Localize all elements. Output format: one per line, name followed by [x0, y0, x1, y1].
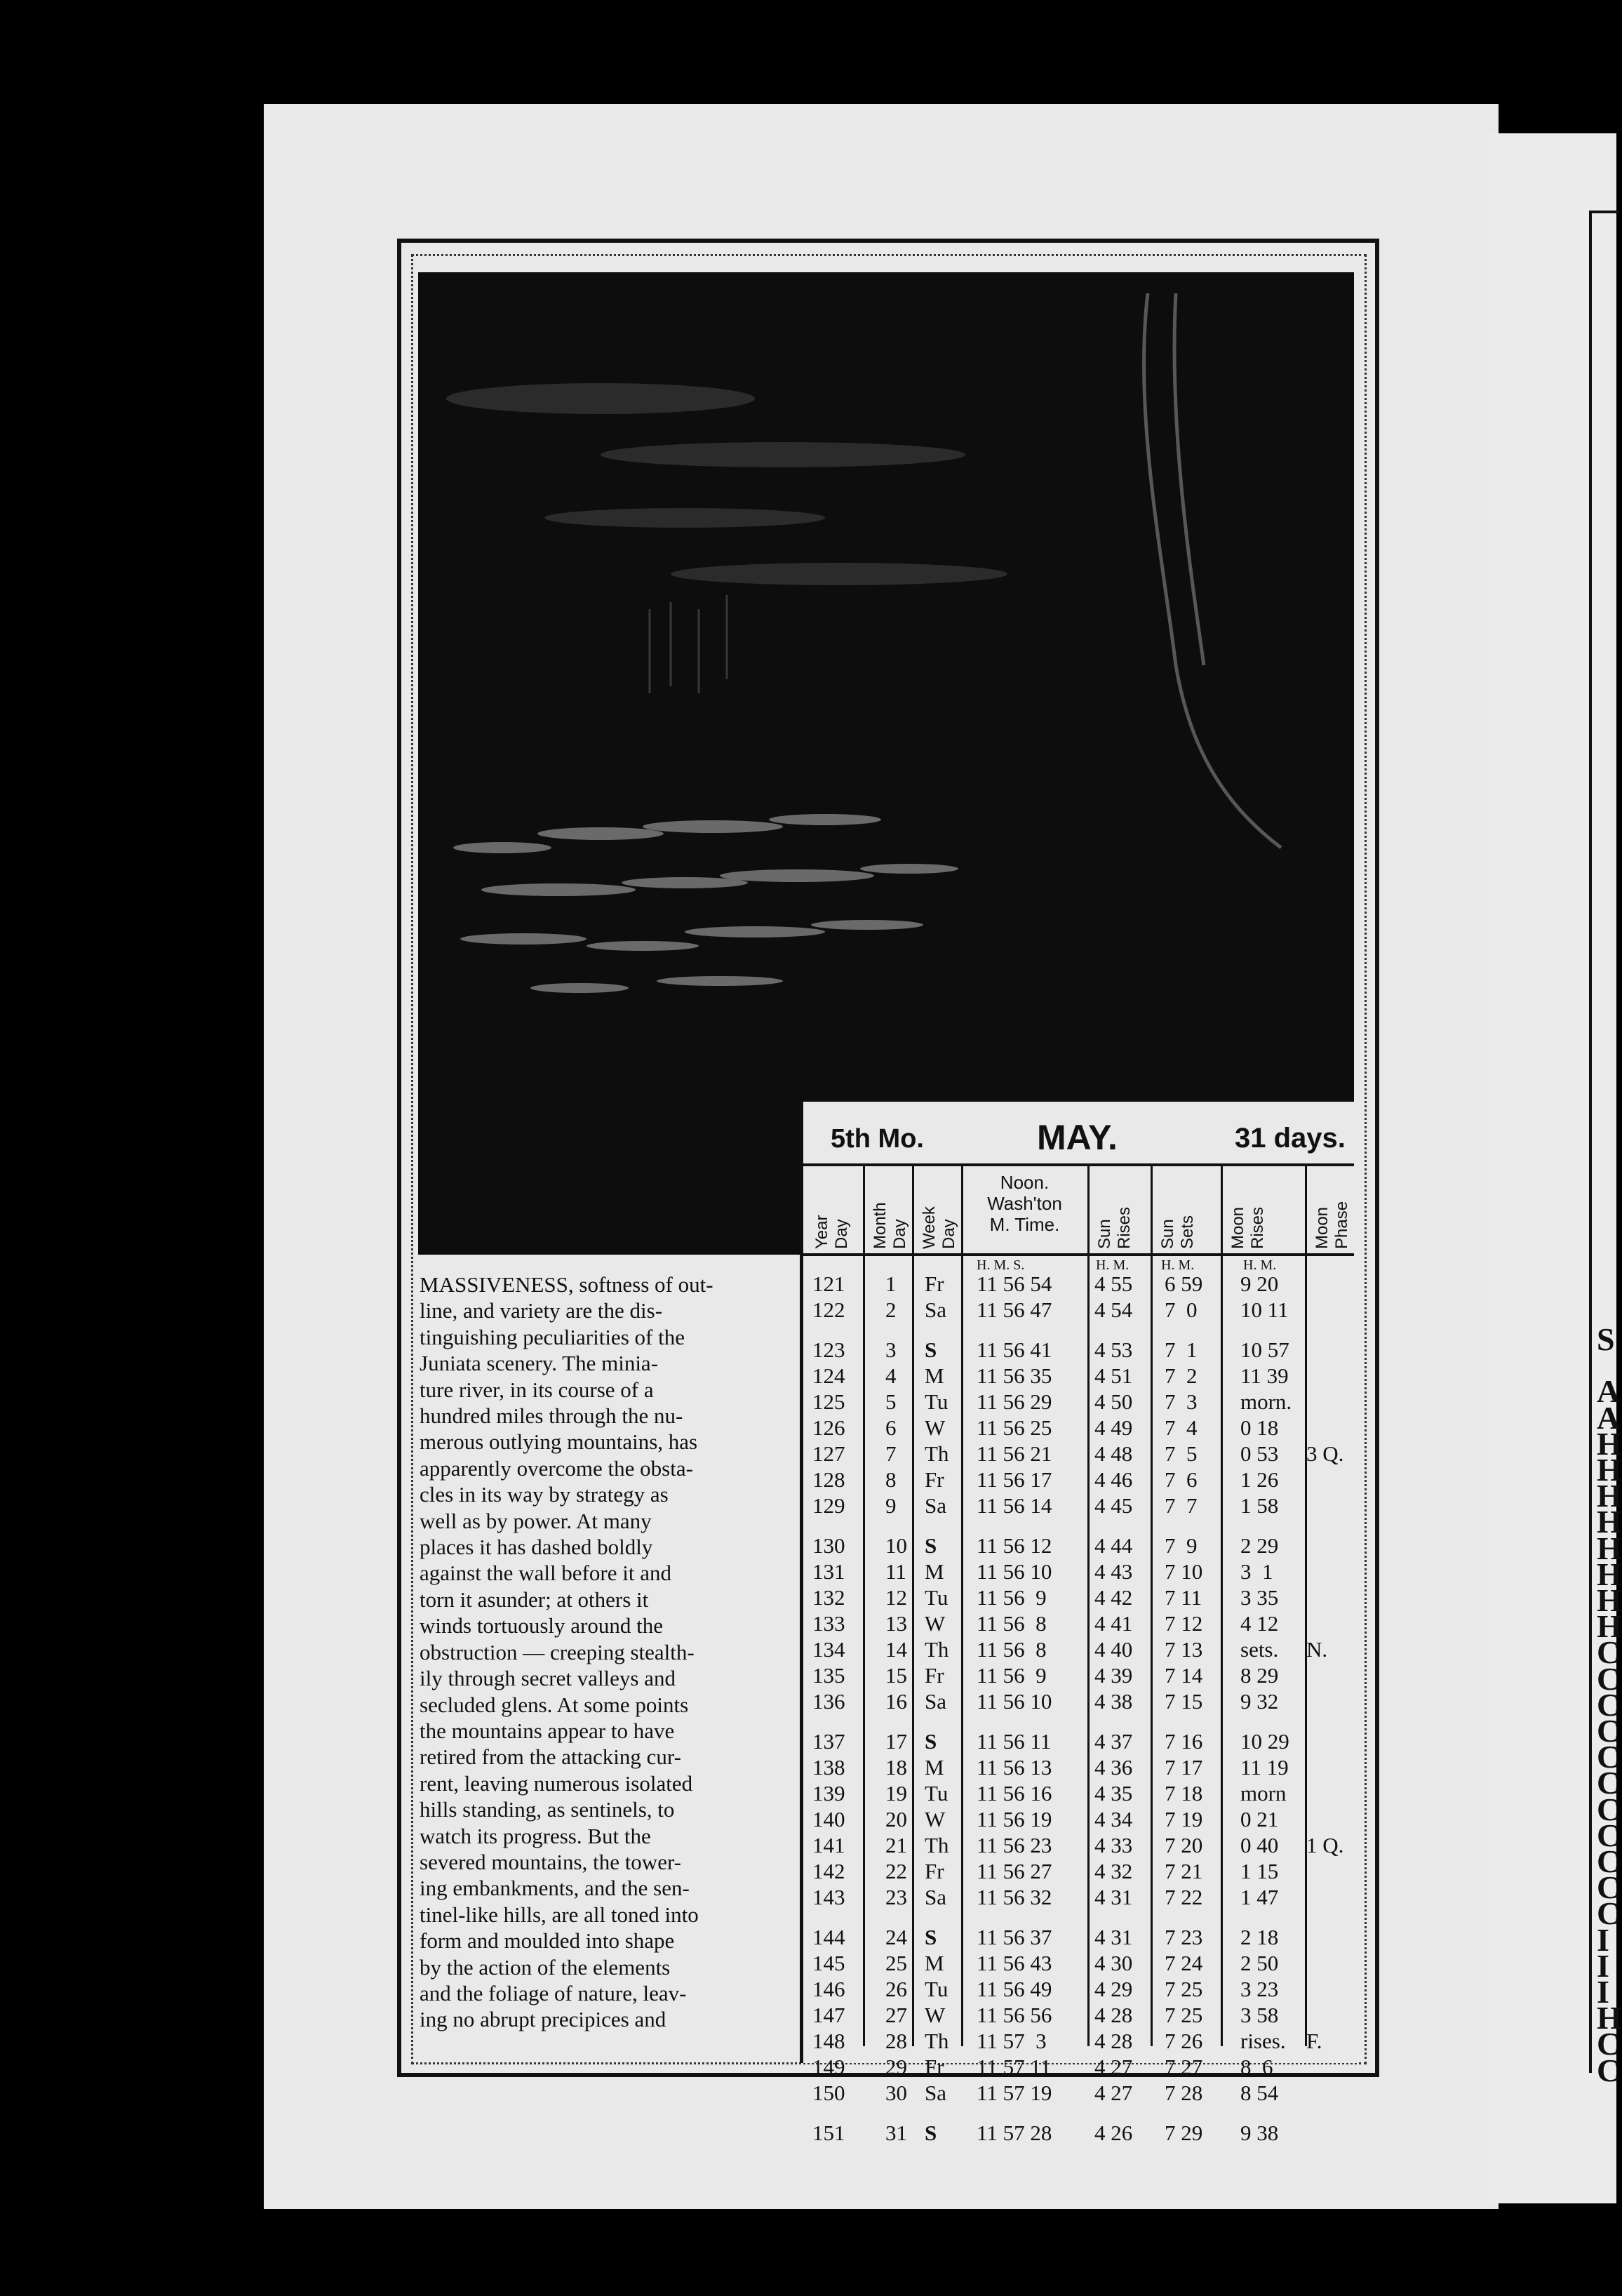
cell-week-day: Fr	[925, 1859, 944, 1883]
cell-year-day: 129	[812, 1493, 845, 1518]
cell-sun-rise: 4 42	[1094, 1585, 1133, 1610]
cell-moon-phase: F.	[1306, 2029, 1322, 2053]
table-row	[0, 1363, 1616, 1389]
cell-sun-rise: 4 41	[1094, 1611, 1133, 1636]
cell-year-day: 122	[812, 1297, 845, 1322]
cell-month-day: 6	[885, 1415, 897, 1440]
cell-month-day: 30	[885, 2081, 907, 2105]
cell-year-day: 148	[812, 2029, 845, 2053]
cell-sun-set: 7 1	[1165, 1337, 1198, 1362]
cell-year-day: 134	[812, 1637, 845, 1662]
cell-month-day: 16	[885, 1689, 907, 1714]
cell-year-day: 133	[812, 1611, 845, 1636]
cell-month-day: 2	[885, 1297, 897, 1322]
cell-sun-rise: 4 34	[1094, 1807, 1133, 1831]
table-row	[0, 1859, 1616, 1885]
table-row	[0, 2029, 1616, 2055]
text-line: ture river, in its course of a	[420, 1377, 654, 1402]
cell-month-day: 29	[885, 2055, 907, 2079]
cell-noon-time: 11 56 9	[977, 1585, 1047, 1610]
cell-year-day: 145	[812, 1951, 845, 1975]
cell-year-day: 140	[812, 1807, 845, 1831]
cell-moon-rise: 0 40	[1240, 1833, 1279, 1857]
cell-sun-set: 7 25	[1165, 1977, 1203, 2001]
cell-sun-set: 7 27	[1165, 2055, 1203, 2079]
cell-moon-rise: rises.	[1240, 2029, 1286, 2053]
cell-sun-set: 7 22	[1165, 1885, 1203, 1909]
cell-week-day: Fr	[925, 1467, 944, 1492]
cell-sun-set: 7 5	[1165, 1441, 1198, 1466]
unit-moon: H. M.	[1243, 1257, 1277, 1273]
cell-moon-phase: N.	[1306, 1637, 1328, 1662]
text-line: rent, leaving numerous isolated	[420, 1770, 693, 1796]
cell-week-day: Fr	[925, 1663, 944, 1688]
col-month-day: Month Day	[863, 1163, 914, 1253]
cell-year-day: 137	[812, 1729, 845, 1754]
cell-month-day: 13	[885, 1611, 907, 1636]
cell-moon-rise: 9 20	[1240, 1272, 1279, 1296]
text-line: merous outlying mountains, has	[420, 1429, 698, 1455]
cell-week-day: Sa	[925, 1297, 946, 1322]
text-line: ily through secret valleys and	[420, 1666, 676, 1691]
cell-sun-set: 7 10	[1165, 1559, 1203, 1584]
cell-week-day: Sa	[925, 1493, 946, 1518]
cell-week-day: M	[925, 1755, 944, 1780]
cell-moon-rise: 1 58	[1240, 1493, 1279, 1518]
cell-month-day: 14	[885, 1637, 907, 1662]
cell-sun-set: 7 3	[1165, 1389, 1198, 1414]
cell-noon-time: 11 57 28	[977, 2121, 1052, 2145]
cell-sun-rise: 4 49	[1094, 1415, 1133, 1440]
cell-week-day: S	[925, 1729, 937, 1754]
table-row	[0, 1389, 1616, 1415]
cell-month-day: 28	[885, 2029, 907, 2053]
cell-moon-rise: 10 29	[1240, 1729, 1289, 1754]
cell-sun-set: 7 28	[1165, 2081, 1203, 2105]
cell-sun-set: 7 16	[1165, 1729, 1203, 1754]
cell-moon-rise: 8 6	[1240, 2055, 1273, 2079]
col-moon-rises: Moon Rises	[1221, 1163, 1307, 1253]
cell-month-day: 5	[885, 1389, 897, 1414]
cell-sun-rise: 4 54	[1094, 1297, 1133, 1322]
cell-noon-time: 11 56 12	[977, 1533, 1052, 1558]
cell-sun-rise: 4 30	[1094, 1951, 1133, 1975]
cell-sun-set: 6 59	[1165, 1272, 1203, 1296]
cell-year-day: 150	[812, 2081, 845, 2105]
col-sun-rises: Sun Rises	[1087, 1163, 1153, 1253]
col-sun-sets: Sun Sets	[1151, 1163, 1223, 1253]
month-days: 31 days.	[1235, 1123, 1346, 1154]
cell-month-day: 26	[885, 1977, 907, 2001]
table-row	[0, 2121, 1616, 2147]
cell-moon-rise: 10 57	[1240, 1337, 1289, 1362]
cell-year-day: 130	[812, 1533, 845, 1558]
cell-noon-time: 11 56 8	[977, 1611, 1047, 1636]
cell-sun-rise: 4 55	[1094, 1272, 1133, 1296]
table-row	[0, 2003, 1616, 2029]
cell-sun-set: 7 14	[1165, 1663, 1203, 1688]
cell-noon-time: 11 56 14	[977, 1493, 1052, 1518]
cell-moon-rise: 9 32	[1240, 1689, 1279, 1714]
cell-noon-time: 11 57 11	[977, 2055, 1052, 2079]
cell-sun-set: 7 17	[1165, 1755, 1203, 1780]
cell-moon-rise: 10 11	[1240, 1297, 1289, 1322]
cell-sun-set: 7 23	[1165, 1925, 1203, 1949]
cell-week-day: W	[925, 1415, 946, 1440]
cell-week-day: M	[925, 1559, 944, 1584]
table-row	[0, 1885, 1616, 1911]
cell-month-day: 10	[885, 1533, 907, 1558]
cell-noon-time: 11 56 9	[977, 1663, 1047, 1688]
month-header	[800, 1116, 1354, 1162]
cell-week-day: Tu	[925, 1977, 949, 2001]
cell-moon-rise: 2 29	[1240, 1533, 1279, 1558]
cell-noon-time: 11 56 49	[977, 1977, 1052, 2001]
cell-year-day: 132	[812, 1585, 845, 1610]
cell-year-day: 121	[812, 1272, 845, 1296]
cell-noon-time: 11 56 10	[977, 1689, 1052, 1714]
cell-sun-rise: 4 29	[1094, 1977, 1133, 2001]
cell-noon-time: 11 56 17	[977, 1467, 1052, 1492]
table-row	[0, 1951, 1616, 1977]
cell-noon-time: 11 56 10	[977, 1559, 1052, 1584]
cell-noon-time: 11 56 8	[977, 1637, 1047, 1662]
cell-month-day: 7	[885, 1441, 897, 1466]
cell-noon-time: 11 56 43	[977, 1951, 1052, 1975]
text-line: by the action of the elements	[420, 1954, 671, 1980]
cell-week-day: M	[925, 1951, 944, 1975]
cell-week-day: Tu	[925, 1389, 949, 1414]
cell-sun-rise: 4 36	[1094, 1755, 1133, 1780]
cell-year-day: 124	[812, 1363, 845, 1388]
cell-moon-rise: 8 29	[1240, 1663, 1279, 1688]
cell-year-day: 147	[812, 2003, 845, 2027]
cell-week-day: M	[925, 1363, 944, 1388]
adjacent-page-text: S A A H H H H H H H H C C C C C C C C C C C I I I H C C	[1597, 1321, 1622, 2088]
cell-week-day: S	[925, 1925, 937, 1949]
cell-year-day: 141	[812, 1833, 845, 1857]
table-row	[0, 2081, 1616, 2107]
cell-month-day: 1	[885, 1272, 897, 1296]
col-moon-phase: Moon Phase	[1305, 1163, 1356, 1253]
cell-year-day: 127	[812, 1441, 845, 1466]
table-row	[0, 1925, 1616, 1951]
cell-week-day: Sa	[925, 1885, 946, 1909]
cell-year-day: 144	[812, 1925, 845, 1949]
cell-month-day: 17	[885, 1729, 907, 1754]
table-row	[0, 1807, 1616, 1833]
cell-sun-rise: 4 46	[1094, 1467, 1133, 1492]
cell-week-day: Fr	[925, 1272, 944, 1296]
cell-sun-set: 7 9	[1165, 1533, 1198, 1558]
col-year-day: Year Day	[812, 1215, 851, 1249]
cell-sun-rise: 4 31	[1094, 1925, 1133, 1949]
cell-sun-rise: 4 37	[1094, 1729, 1133, 1754]
table-row	[0, 1415, 1616, 1441]
table-row	[0, 1467, 1616, 1493]
text-line: secluded glens. At some points	[420, 1692, 689, 1717]
table-row	[0, 1663, 1616, 1689]
text-line: the mountains appear to have	[420, 1718, 675, 1743]
cell-sun-set: 7 29	[1165, 2121, 1203, 2145]
cell-sun-rise: 4 35	[1094, 1781, 1133, 1806]
cell-noon-time: 11 56 16	[977, 1781, 1052, 1806]
unit-sets: H. M.	[1161, 1257, 1195, 1273]
cell-sun-rise: 4 27	[1094, 2081, 1133, 2105]
text-line: tinel-like hills, are all toned into	[420, 1902, 699, 1927]
cell-moon-rise: sets.	[1240, 1637, 1279, 1662]
text-line: ing embankments, and the sen-	[420, 1876, 690, 1901]
table-row	[0, 1559, 1616, 1585]
cell-moon-rise: 11 19	[1240, 1755, 1289, 1780]
cell-noon-time: 11 56 11	[977, 1729, 1052, 1754]
cell-sun-set: 7 13	[1165, 1637, 1203, 1662]
cell-moon-rise: morn	[1240, 1781, 1287, 1806]
table-row	[0, 1297, 1616, 1323]
cell-month-day: 3	[885, 1337, 897, 1362]
text-line: watch its progress. But the	[420, 1823, 651, 1848]
cell-week-day: W	[925, 1611, 946, 1636]
text-line: retired from the attacking cur-	[420, 1744, 681, 1770]
cell-month-day: 21	[885, 1833, 907, 1857]
cell-month-day: 20	[885, 1807, 907, 1831]
unit-rises: H. M.	[1096, 1257, 1130, 1273]
cell-moon-rise: 2 50	[1240, 1951, 1279, 1975]
cell-year-day: 142	[812, 1859, 845, 1883]
cell-week-day: S	[925, 2121, 937, 2145]
cell-sun-rise: 4 28	[1094, 2003, 1133, 2027]
cell-sun-set: 7 25	[1165, 2003, 1203, 2027]
cell-year-day: 151	[812, 2121, 845, 2145]
cell-week-day: Tu	[925, 1585, 949, 1610]
cell-moon-phase: 1 Q.	[1306, 1833, 1344, 1857]
cell-month-day: 19	[885, 1781, 907, 1806]
cell-year-day: 139	[812, 1781, 845, 1806]
cell-week-day: S	[925, 1533, 937, 1558]
cell-month-day: 11	[885, 1559, 906, 1584]
cell-week-day: Fr	[925, 2055, 944, 2079]
cell-year-day: 146	[812, 1977, 845, 2001]
cell-month-day: 8	[885, 1467, 897, 1492]
cell-year-day: 123	[812, 1337, 845, 1362]
cell-week-day: Sa	[925, 2081, 946, 2105]
cell-sun-rise: 4 50	[1094, 1389, 1133, 1414]
cell-sun-set: 7 26	[1165, 2029, 1203, 2053]
cell-month-day: 15	[885, 1663, 907, 1688]
cell-moon-rise: 11 39	[1240, 1363, 1289, 1388]
cell-month-day: 18	[885, 1755, 907, 1780]
cell-sun-set: 7 20	[1165, 1833, 1203, 1857]
unit-noon: H. M. S.	[977, 1257, 1025, 1273]
cell-sun-set: 7 18	[1165, 1781, 1203, 1806]
cell-noon-time: 11 56 29	[977, 1389, 1052, 1414]
cell-month-day: 23	[885, 1885, 907, 1909]
cell-noon-time: 11 56 19	[977, 1807, 1052, 1831]
cell-noon-time: 11 56 23	[977, 1833, 1052, 1857]
cell-sun-set: 7 12	[1165, 1611, 1203, 1636]
text-line: ing no abrupt precipices and	[420, 2007, 666, 2032]
cell-moon-rise: morn.	[1240, 1389, 1292, 1414]
cell-sun-set: 7 24	[1165, 1951, 1203, 1975]
cell-year-day: 131	[812, 1559, 845, 1584]
cell-week-day: S	[925, 1337, 937, 1362]
cell-sun-rise: 4 40	[1094, 1637, 1133, 1662]
month-name: MAY.	[1037, 1118, 1118, 1157]
cell-year-day: 128	[812, 1467, 845, 1492]
table-row	[0, 1781, 1616, 1807]
cell-moon-rise: 3 58	[1240, 2003, 1279, 2027]
cell-moon-rise: 4 12	[1240, 1611, 1279, 1636]
text-line: hills standing, as sentinels, to	[420, 1797, 675, 1822]
cell-sun-rise: 4 33	[1094, 1833, 1133, 1857]
cell-moon-rise: 1 26	[1240, 1467, 1279, 1492]
cell-sun-set: 7 15	[1165, 1689, 1203, 1714]
column-head-rule	[800, 1253, 1354, 1256]
cell-noon-time: 11 56 37	[977, 1925, 1052, 1949]
cell-moon-rise: 9 38	[1240, 2121, 1279, 2145]
cell-moon-rise: 3 23	[1240, 1977, 1279, 2001]
cell-month-day: 4	[885, 1363, 897, 1388]
table-row	[0, 1977, 1616, 2003]
cell-year-day: 149	[812, 2055, 845, 2079]
text-line: winds tortuously around the	[420, 1613, 663, 1638]
cell-week-day: Sa	[925, 1689, 946, 1714]
text-line: severed mountains, the tower-	[420, 1849, 681, 1874]
cell-week-day: Tu	[925, 1781, 949, 1806]
cell-moon-rise: 3 1	[1240, 1559, 1273, 1584]
cell-noon-time: 11 56 47	[977, 1297, 1052, 1322]
text-line: places it has dashed boldly	[420, 1535, 653, 1560]
cell-noon-time: 11 57 3	[977, 2029, 1047, 2053]
cell-sun-rise: 4 48	[1094, 1441, 1133, 1466]
text-line: tinguishing peculiarities of the	[420, 1324, 685, 1349]
cell-sun-rise: 4 44	[1094, 1533, 1133, 1558]
cell-moon-rise: 1 47	[1240, 1885, 1279, 1909]
cell-sun-rise: 4 32	[1094, 1859, 1133, 1883]
cell-sun-rise: 4 26	[1094, 2121, 1133, 2145]
cell-moon-rise: 2 18	[1240, 1925, 1279, 1949]
table-row	[0, 1441, 1616, 1467]
cell-noon-time: 11 56 27	[977, 1859, 1052, 1883]
col-noon-label: Noon. Wash'ton M. Time.	[987, 1172, 1062, 1235]
cell-sun-set: 7 6	[1165, 1467, 1198, 1492]
cell-sun-rise: 4 43	[1094, 1559, 1133, 1584]
cell-month-day: 25	[885, 1951, 907, 1975]
cell-noon-time: 11 56 56	[977, 2003, 1052, 2027]
cell-sun-set: 7 21	[1165, 1859, 1203, 1883]
cell-sun-rise: 4 53	[1094, 1337, 1133, 1362]
text-line: well as by power. At many	[420, 1508, 652, 1533]
cell-moon-rise: 8 54	[1240, 2081, 1279, 2105]
cell-noon-time: 11 56 13	[977, 1755, 1052, 1780]
cell-month-day: 22	[885, 1859, 907, 1883]
cell-sun-set: 7 19	[1165, 1807, 1203, 1831]
cell-moon-rise: 0 21	[1240, 1807, 1279, 1831]
cell-year-day: 135	[812, 1663, 845, 1688]
cell-sun-set: 7 11	[1165, 1585, 1202, 1610]
table-row	[0, 1755, 1616, 1781]
cell-week-day: W	[925, 1807, 946, 1831]
table-row	[0, 2055, 1616, 2081]
table-row	[0, 1729, 1616, 1755]
cell-noon-time: 11 57 19	[977, 2081, 1052, 2105]
text-line: obstruction — creeping stealth-	[420, 1639, 695, 1664]
cell-month-day: 31	[885, 2121, 907, 2145]
table-row	[0, 1689, 1616, 1715]
cell-year-day: 136	[812, 1689, 845, 1714]
text-line: and the foliage of nature, leav-	[420, 1980, 687, 2005]
cell-sun-rise: 4 51	[1094, 1363, 1133, 1388]
table-row	[0, 1585, 1616, 1611]
cell-noon-time: 11 56 54	[977, 1272, 1052, 1296]
text-line: torn it asunder; at others it	[420, 1587, 649, 1612]
cell-month-day: 12	[885, 1585, 907, 1610]
cell-week-day: W	[925, 2003, 946, 2027]
table-row	[0, 1337, 1616, 1363]
cell-sun-set: 7 0	[1165, 1297, 1198, 1322]
cell-week-day: Th	[925, 1833, 949, 1857]
cell-moon-rise: 0 53	[1240, 1441, 1279, 1466]
cell-year-day: 126	[812, 1415, 845, 1440]
cell-moon-phase: 3 Q.	[1306, 1441, 1344, 1466]
cell-sun-rise: 4 31	[1094, 1885, 1133, 1909]
cell-year-day: 138	[812, 1755, 845, 1780]
table-row	[0, 1533, 1616, 1559]
cell-year-day: 125	[812, 1389, 845, 1414]
cell-noon-time: 11 56 32	[977, 1885, 1052, 1909]
text-line: line, and variety are the dis-	[420, 1298, 663, 1323]
cell-noon-time: 11 56 25	[977, 1415, 1052, 1440]
cell-moon-rise: 1 15	[1240, 1859, 1279, 1883]
table-row	[0, 1833, 1616, 1859]
cell-sun-rise: 4 38	[1094, 1689, 1133, 1714]
cell-noon-time: 11 56 35	[977, 1363, 1052, 1388]
cell-noon-time: 11 56 21	[977, 1441, 1052, 1466]
cell-sun-set: 7 2	[1165, 1363, 1198, 1388]
cell-sun-rise: 4 28	[1094, 2029, 1133, 2053]
cell-sun-set: 7 4	[1165, 1415, 1198, 1440]
table-row	[0, 1493, 1616, 1519]
text-line: hundred miles through the nu-	[420, 1403, 683, 1429]
cell-week-day: Th	[925, 2029, 949, 2053]
cell-sun-rise: 4 45	[1094, 1493, 1133, 1518]
table-row	[0, 1272, 1616, 1297]
cell-sun-rise: 4 27	[1094, 2055, 1133, 2079]
cell-year-day: 143	[812, 1885, 845, 1909]
text-line: Juniata scenery. The minia-	[420, 1351, 659, 1376]
table-row	[0, 1637, 1616, 1663]
cell-month-day: 27	[885, 2003, 907, 2027]
cell-month-day: 9	[885, 1493, 897, 1518]
cell-noon-time: 11 56 41	[977, 1337, 1052, 1362]
cell-month-day: 24	[885, 1925, 907, 1949]
month-number: 5th Mo.	[831, 1124, 924, 1154]
text-line: MASSIVENESS, softness of out-	[420, 1272, 713, 1297]
cell-week-day: Th	[925, 1637, 949, 1662]
text-line: apparently overcome the obsta-	[420, 1455, 693, 1481]
cell-sun-rise: 4 39	[1094, 1663, 1133, 1688]
text-line: form and moulded into shape	[420, 1928, 675, 1954]
table-row	[0, 1611, 1616, 1637]
cell-moon-rise: 0 18	[1240, 1415, 1279, 1440]
text-line: cles in its way by strategy as	[420, 1482, 669, 1507]
cell-moon-rise: 3 35	[1240, 1585, 1279, 1610]
cell-week-day: Th	[925, 1441, 949, 1466]
text-line: against the wall before it and	[420, 1561, 671, 1586]
col-week-day: Week Day	[912, 1163, 963, 1253]
cell-sun-set: 7 7	[1165, 1493, 1198, 1518]
